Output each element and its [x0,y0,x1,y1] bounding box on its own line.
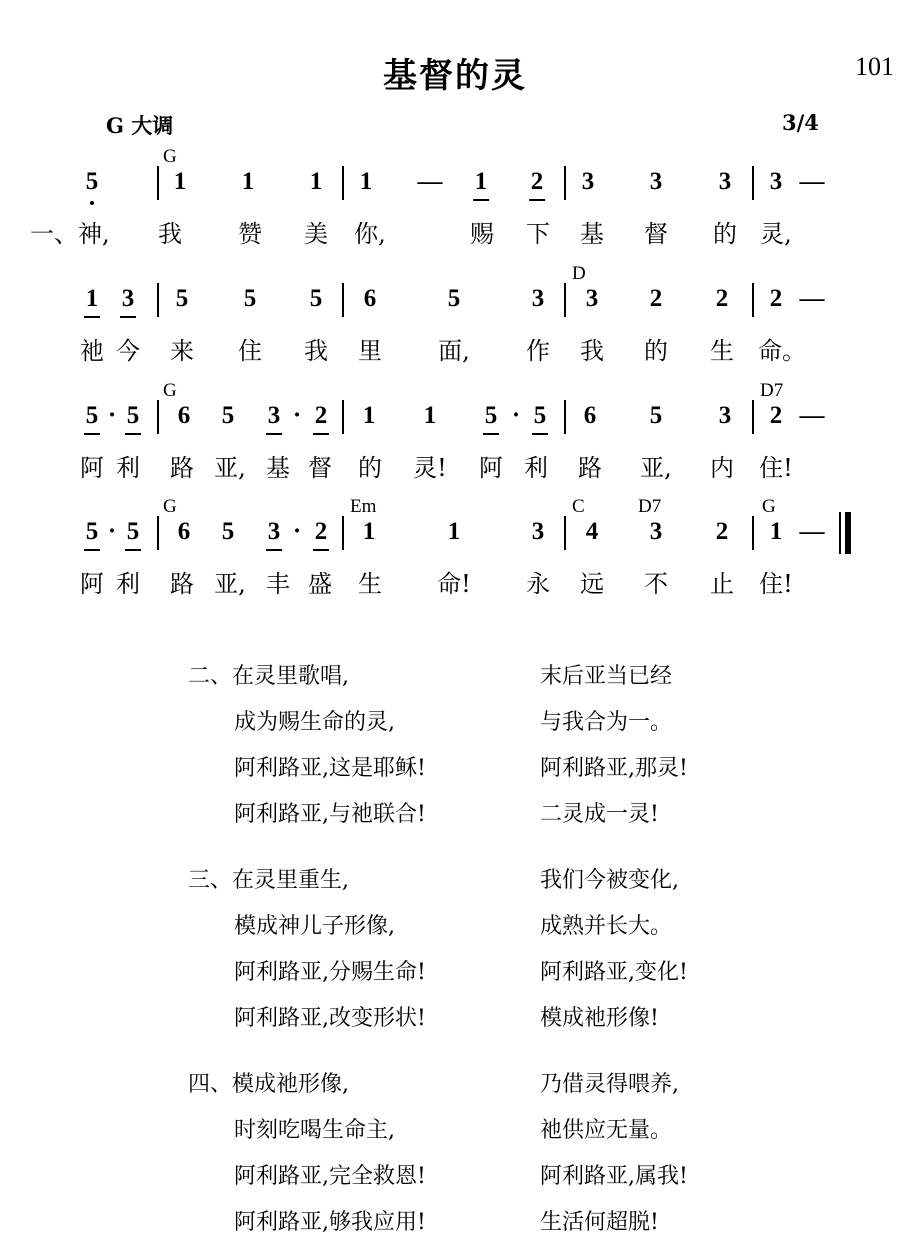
bar-line [342,400,344,434]
bar-line [342,166,344,200]
verse-line: 时刻吃喝生命主, [234,1118,395,1143]
key-signature: G 大调 [106,113,174,138]
lyric: 亚, [214,570,246,598]
note: 1 [362,518,376,545]
verse-2-right [540,654,688,838]
lyric: 生 [358,570,382,598]
note: 2 [306,402,336,430]
bar-line [752,400,754,434]
note: · [107,518,117,545]
note: 2 [715,285,729,312]
verse-line: 二、在灵里歌唱, [188,664,349,689]
verse-4-left [188,1062,426,1246]
bar-line [157,516,159,550]
lyric: 基 [266,454,290,482]
lyric: 止 [710,570,734,598]
lyric: 的 [644,337,668,365]
lyric: 路 [170,454,194,482]
note: · [107,402,117,429]
verse-line: 成为赐生命的灵, [234,710,395,735]
lyric: 今 [116,337,140,365]
note: 5 [476,402,506,430]
note: 3 [531,285,545,312]
note: 6 [363,285,377,312]
lyric: 盛 [308,570,332,598]
note: · [292,402,302,429]
verse-4-right [540,1062,688,1246]
lyric: 里 [358,337,382,365]
verse-line: 末后亚当已经 [540,664,673,689]
bar-line [564,166,566,200]
chord-symbol: D7 [638,496,662,517]
verse-line: 阿利路亚,变化! [540,960,688,985]
bar-line [752,283,754,317]
verse-line: 阿利路亚,属我! [540,1164,688,1189]
note: — [417,168,443,195]
verse-line: 阿利路亚,这是耶稣! [234,756,426,781]
lyric: 住 [238,337,262,365]
lyric: 面, [438,337,470,365]
verse-line: 二灵成一灵! [540,802,659,827]
lyric: 作 [526,337,550,365]
note: 5 [175,285,189,312]
lyric: 路 [170,570,194,598]
chord-symbol: G [163,146,177,167]
bar-line [752,166,754,200]
verse-line: 阿利路亚,与祂联合! [234,802,426,827]
lyric: 的 [358,454,382,482]
lyric: 督 [308,454,332,482]
time-signature: 3/4 [782,110,819,135]
chord-symbol: D7 [760,380,784,401]
lyric: 我 [580,337,604,365]
final-bar-line [845,512,851,554]
note: 4 [585,518,599,545]
verse-line: 三、在灵里重生, [188,868,349,893]
chord-symbol: G [163,380,177,401]
note: — [799,402,825,429]
lyric: 利 [524,454,548,482]
verse-line: 阿利路亚,那灵! [540,756,688,781]
page-number: 101 [855,52,894,81]
note: — [799,518,825,545]
lyric: 不 [644,570,668,598]
lyric: 灵! [413,454,447,482]
lyric: 灵, [760,220,792,248]
note: 3 [718,402,732,429]
note: 1 [241,168,255,195]
bar-line [564,400,566,434]
bar-line [157,283,159,317]
lyric: 我 [158,220,182,248]
note: 3 [718,168,732,195]
lyric: 住! [759,570,793,598]
verse-line: 我们今被变化, [540,868,679,893]
lyric: 美 [304,220,328,248]
lyric: 丰 [266,570,290,598]
note: 1 [769,518,783,545]
note: 3 [769,168,783,195]
note: 1 [466,168,496,196]
verse-3-left [188,858,426,1042]
lyric: 你, [354,220,386,248]
chord-symbol: G [163,496,177,517]
note: 2 [306,518,336,546]
note: 3 [259,518,289,546]
note: 3 [585,285,599,312]
note: 5 [525,402,555,430]
verse-line: 阿利路亚,改变形状! [234,1006,426,1031]
verse-line: 与我合为一。 [540,710,673,735]
lyric: 命。 [758,337,806,365]
verse-line: 成熟并长大。 [540,914,673,939]
note: 2 [715,518,729,545]
note: 5 [309,285,323,312]
note: 5 [77,518,107,546]
chord-symbol: G [762,496,776,517]
lyric: 路 [578,454,602,482]
note: 2 [769,285,783,312]
lyric: 利 [116,570,140,598]
lyric: 利 [116,454,140,482]
note: 5 [118,402,148,430]
lyric: 赞 [238,220,262,248]
lyric: 督 [644,220,668,248]
lyric: 住! [759,454,793,482]
note: 1 [359,168,373,195]
lyric: 命! [437,570,471,598]
note: 3 [531,518,545,545]
bar-line [752,516,754,550]
song-title: 基督的灵 [383,56,527,96]
note: 5 [77,402,107,430]
verse-3-right [540,858,688,1042]
note: 3 [113,285,143,313]
lyric: 的 [713,220,737,248]
note: 5 [77,168,107,196]
note: 2 [649,285,663,312]
note: 3 [259,402,289,430]
note: 3 [649,518,663,545]
note: 5 [118,518,148,546]
bar-line [564,283,566,317]
lyric: 一、神, [30,220,110,248]
note: 1 [309,168,323,195]
verse-line: 阿利路亚,分赐生命! [234,960,426,985]
note: · [292,518,302,545]
note: 5 [221,402,235,429]
verse-line: 生活何超脱! [540,1210,659,1235]
note: 3 [581,168,595,195]
note: 6 [177,402,191,429]
note: 6 [177,518,191,545]
lyric: 赐 [470,220,494,248]
lyric: 远 [580,570,604,598]
note: — [799,168,825,195]
verse-line: 模成神儿子形像, [234,914,395,939]
lyric: 阿 [80,570,104,598]
note: 1 [362,402,376,429]
note: 2 [522,168,552,196]
note: — [799,285,825,312]
lyric: 来 [170,337,194,365]
bar-line [342,283,344,317]
lyric: 内 [710,454,734,482]
lyric: 下 [526,220,550,248]
final-bar-line [839,512,841,554]
note: 5 [221,518,235,545]
note: 1 [77,285,107,313]
verse-line: 祂供应无量。 [540,1118,673,1143]
verse-line: 四、模成祂形像, [188,1072,349,1097]
bar-line [342,516,344,550]
bar-line [564,516,566,550]
lyric: 我 [304,337,328,365]
note: 5 [447,285,461,312]
verse-line: 模成祂形像! [540,1006,659,1031]
lyric: 亚, [214,454,246,482]
note: 5 [649,402,663,429]
lyric: 祂 [80,337,104,365]
note: 2 [769,402,783,429]
verse-line: 阿利路亚,够我应用! [234,1210,426,1235]
chord-symbol: Em [350,496,377,517]
note: 1 [447,518,461,545]
note: 5 [243,285,257,312]
lyric: 阿 [80,454,104,482]
verse-2-left [188,654,426,838]
verse-line: 乃借灵得喂养, [540,1072,679,1097]
note: 1 [423,402,437,429]
bar-line [157,166,159,200]
note: 1 [173,168,187,195]
bar-line [157,400,159,434]
chord-symbol: C [572,496,585,517]
lyric: 亚, [640,454,672,482]
lyric: 永 [526,570,550,598]
note: 3 [649,168,663,195]
lyric: 阿 [479,454,503,482]
lyric: 生 [710,337,734,365]
note: · [511,402,521,429]
note: 6 [583,402,597,429]
chord-symbol: D [572,263,586,284]
verse-line: 阿利路亚,完全救恩! [234,1164,426,1189]
lyric: 基 [580,220,604,248]
